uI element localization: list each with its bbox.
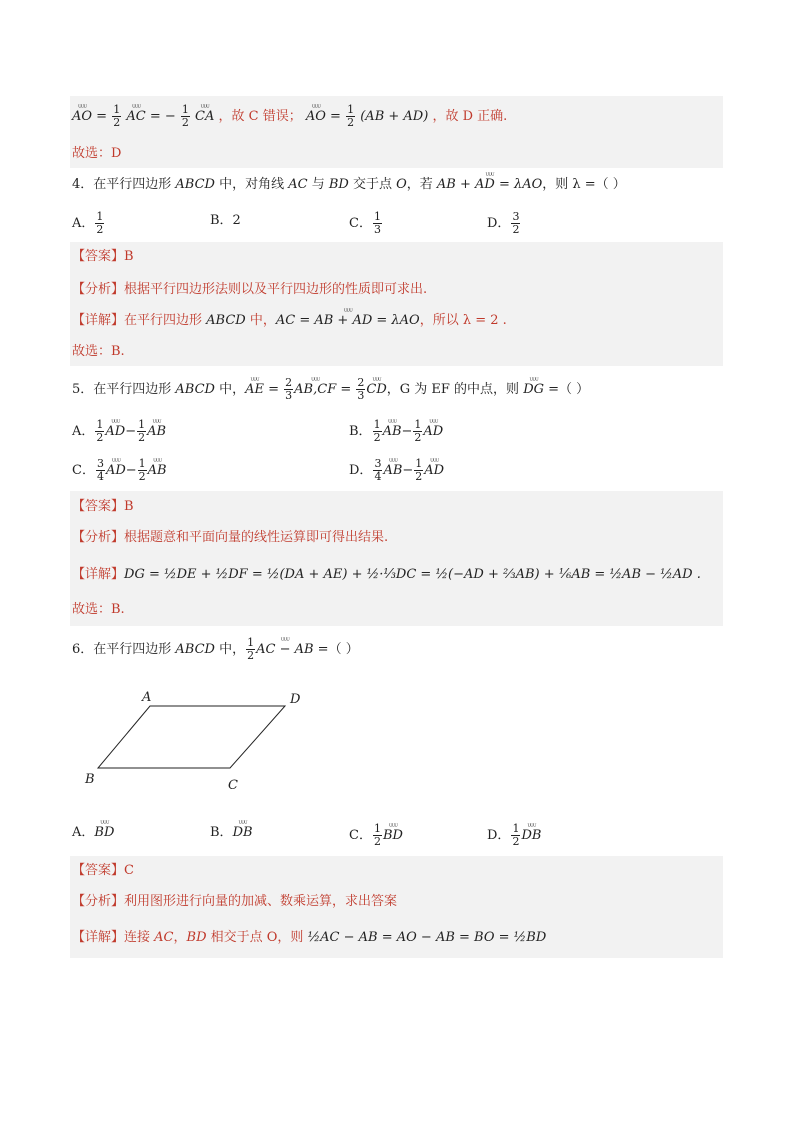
- q4-option-b[interactable]: B．2: [210, 213, 241, 228]
- q4-detail: 【详解】在平行四边形 ABCD 中，ᵁᵁᵁ AC = AB + AD = λAO，所以 λ = 2 .: [72, 311, 507, 331]
- vector-ac: ᵁᵁᵁ AC: [126, 107, 145, 127]
- q5-answer: 【答案】B: [72, 499, 134, 514]
- vector-ao: ᵁᵁᵁ AO: [72, 107, 92, 127]
- prev-note-d: ，故 D 正确.: [432, 109, 508, 124]
- vertex-label-d: D: [290, 692, 301, 707]
- vertex-label-a: A: [142, 690, 152, 705]
- q4-stem: 4．在平行四边形 ABCD 中，对角线 AC 与 BD 交于点 O，若 ᵁᵁᵁ AB + AD = λAO，则 λ =（ ）: [72, 175, 626, 195]
- q4-option-a[interactable]: A． $\frac{1}{2}$: [72, 210, 104, 236]
- parallelogram-figure: [80, 685, 340, 795]
- vertex-label-c: C: [228, 778, 238, 793]
- q6-analysis: 【分析】利用图形进行向量的加减、数乘运算，求出答案: [72, 894, 398, 909]
- vector-ca: ᵁᵁᵁ CA: [195, 107, 214, 127]
- fraction: $\frac{1}{2}$: [347, 103, 355, 129]
- vertex-label-b: B: [85, 772, 95, 787]
- q6-option-a[interactable]: A．ᵁᵁᵁ BD: [72, 823, 114, 843]
- q5-option-a[interactable]: A． $\frac{1}{2}$ ᵁᵁᵁ AD− $\frac{1}{2}$ ᵁᵁᵁ AB: [72, 419, 166, 444]
- vector-ao-2: ᵁᵁᵁ AO: [306, 107, 326, 127]
- q4-option-c[interactable]: C． $\frac{1}{3}$: [349, 210, 381, 236]
- q5-option-c[interactable]: C． $\frac{3}{4}$ ᵁᵁᵁ AD− $\frac{1}{2}$ ᵁᵁᵁ AB: [72, 458, 167, 483]
- paren-expression: (AB + AD): [360, 109, 429, 124]
- q4-vector-expression: ᵁᵁᵁ AB + AD = λAO: [437, 175, 542, 195]
- q6-option-d[interactable]: D． $\frac{1}{2}$ ᵁᵁᵁ DB: [487, 823, 541, 848]
- q5-solution-band: [70, 491, 723, 626]
- q6-answer: 【答案】C: [72, 863, 134, 878]
- q5-stem: 5．在平行四边形 ABCD 中，ᵁᵁᵁ AE = $\frac{2}{3}$ ᵁᵁᵁ AB,CF = $\frac{2}{3}$ ᵁᵁᵁ CD，G 为 EF 的中点，则 ᵁᵁᵁ DG =（ ）: [72, 377, 589, 402]
- q6-stem: 6．在平行四边形 ABCD 中， $\frac{1}{2}$ ᵁᵁᵁ AC − AB =（ ）: [72, 637, 359, 662]
- fraction: $\frac{1}{2}$: [181, 103, 189, 129]
- q5-option-b[interactable]: B． $\frac{1}{2}$ ᵁᵁᵁ AB− $\frac{1}{2}$ ᵁᵁᵁ AD: [349, 419, 443, 444]
- q6-detail: 【详解】连接 AC，BD 相交于点 O，则 ½AC − AB = AO − AB = BO = ½BD: [72, 930, 547, 945]
- fraction: $\frac{1}{2}$: [113, 103, 121, 129]
- q5-choice: 故选：B.: [72, 602, 125, 617]
- q5-option-d[interactable]: D． $\frac{3}{4}$ ᵁᵁᵁ AB− $\frac{1}{2}$ ᵁᵁᵁ AD: [349, 458, 444, 483]
- q4-analysis: 【分析】根据平行四边形法则以及平行四边形的性质即可求出.: [72, 282, 428, 297]
- q4-answer: 【答案】B: [72, 249, 134, 264]
- parallelogram-shape: [98, 706, 285, 768]
- prev-choice: 故选：D: [72, 146, 122, 161]
- prev-solution-line: ᵁᵁᵁ AO = $\frac{1}{2}$ ᵁᵁᵁ AC = − $\frac{1}{2}$ ᵁᵁᵁ CA ，故 C 错误； ᵁᵁᵁ AO = $\frac{1}{2}$ (AB + AD) ，故 D 正确.: [72, 104, 507, 129]
- q6-option-c[interactable]: C． $\frac{1}{2}$ ᵁᵁᵁ BD: [349, 823, 403, 848]
- q4-choice: 故选：B.: [72, 344, 125, 359]
- q5-detail: 【详解】DG = ½DE + ½DF = ½(DA + AE) + ½·⅓DC = ½(−AD + ⅔AB) + ⅙AB = ½AB − ½AD .: [72, 567, 701, 582]
- q6-option-b[interactable]: B．ᵁᵁᵁ DB: [210, 823, 253, 843]
- q4-option-d[interactable]: D． $\frac{3}{2}$: [487, 210, 520, 236]
- prev-note-c: ，故 C 错误；: [218, 109, 302, 124]
- q5-analysis: 【分析】根据题意和平面向量的线性运算即可得出结果.: [72, 530, 389, 545]
